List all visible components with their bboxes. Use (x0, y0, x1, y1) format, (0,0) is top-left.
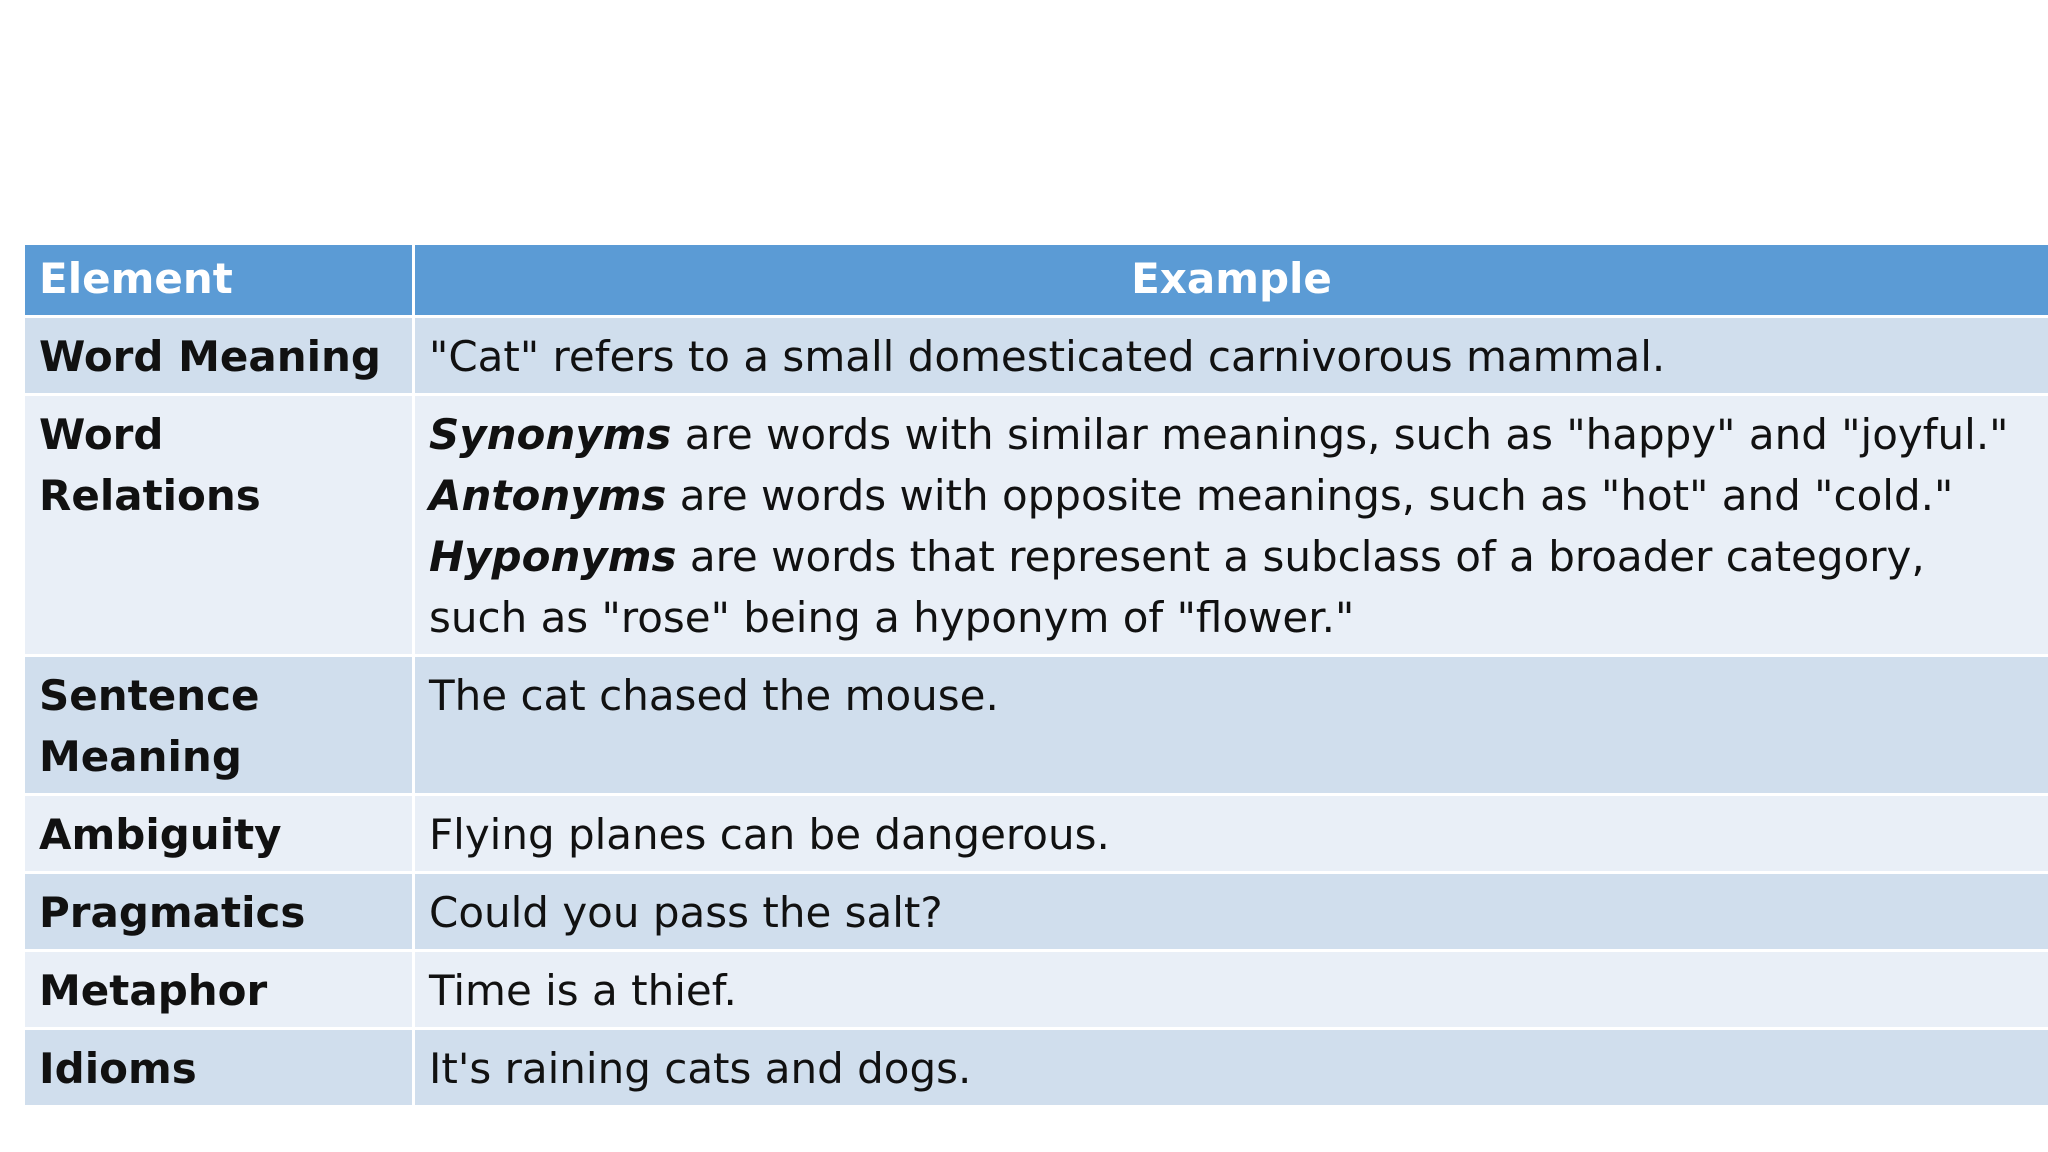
example-cell: Could you pass the salt? (414, 873, 2048, 951)
hyponyms-line (429, 526, 2034, 648)
element-cell: Ambiguity (24, 795, 414, 873)
element-cell: Pragmatics (24, 873, 414, 951)
synonyms-term: Synonyms (429, 410, 672, 459)
example-cell: It's raining cats and dogs. (414, 1029, 2048, 1107)
example-cell (414, 395, 2048, 656)
antonyms-term: Antonyms (429, 471, 667, 520)
synonyms-text: are words with similar meanings, such as "happy" and "joyful." (671, 410, 2009, 459)
table-row-word-meaning (24, 317, 2048, 395)
element-column-header: Element (24, 244, 414, 317)
example-column-header: Example (414, 244, 2048, 317)
table-header-row (24, 244, 2048, 317)
hyponyms-term: Hyponyms (429, 532, 677, 581)
element-cell: Word Meaning (24, 317, 414, 395)
element-cell: Idioms (24, 1029, 414, 1107)
synonyms-line (429, 404, 2034, 465)
table-row-sentence-meaning (24, 656, 2048, 795)
element-cell: Metaphor (24, 951, 414, 1029)
example-cell: Flying planes can be dangerous. (414, 795, 2048, 873)
table-row-pragmatics (24, 873, 2048, 951)
element-cell: Word Relations (24, 395, 414, 656)
table-row-word-relations (24, 395, 2048, 656)
example-cell: The cat chased the mouse. (414, 656, 2048, 795)
example-cell: "Cat" refers to a small domesticated carnivorous mammal. (414, 317, 2048, 395)
hyponyms-text: are words that represent a subclass of a broader category, such as "rose" being a hyponym of "flower." (429, 532, 1925, 642)
example-cell: Time is a thief. (414, 951, 2048, 1029)
table-row-ambiguity (24, 795, 2048, 873)
element-cell: Sentence Meaning (24, 656, 414, 795)
table-row-metaphor (24, 951, 2048, 1029)
semantics-table (22, 242, 2048, 1108)
table-row-idioms (24, 1029, 2048, 1107)
antonyms-line (429, 465, 2034, 526)
antonyms-text: are words with opposite meanings, such as "hot" and "cold." (666, 471, 1954, 520)
